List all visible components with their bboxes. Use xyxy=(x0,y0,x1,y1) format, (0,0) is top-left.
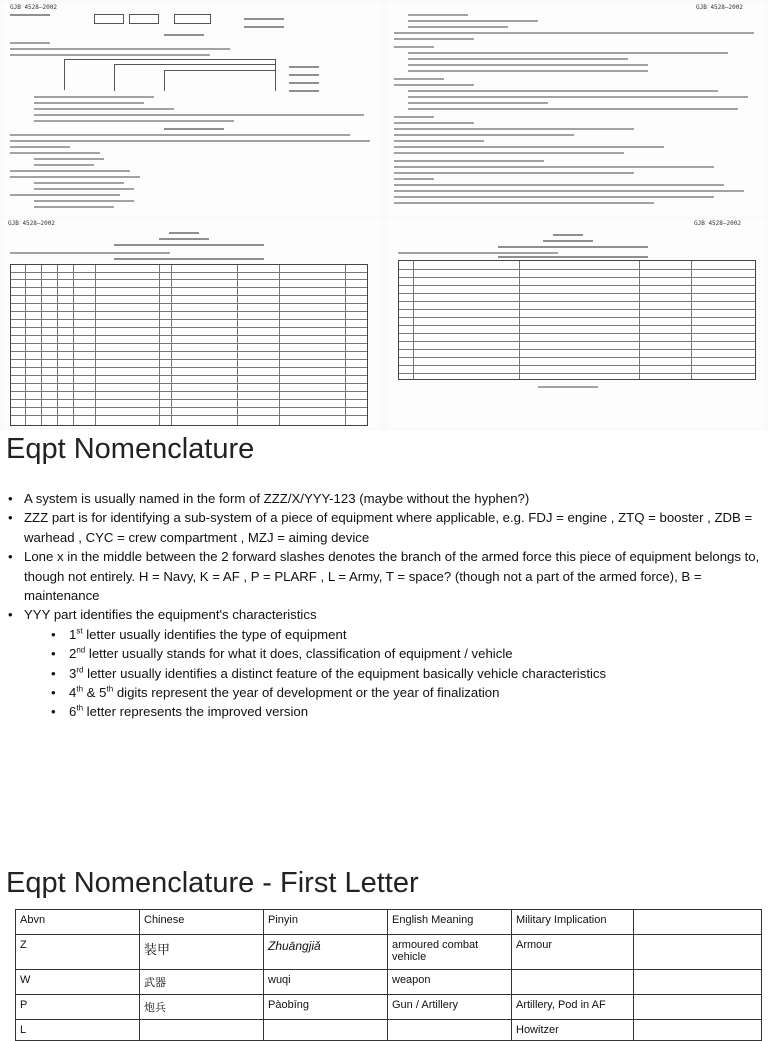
table-cell: 武器 xyxy=(140,970,264,995)
scan-text-line xyxy=(394,32,754,34)
scan-text-line xyxy=(408,70,648,72)
scan-text-line xyxy=(394,178,434,180)
scan-table-rule xyxy=(399,317,755,318)
table-cell xyxy=(388,1020,512,1041)
scan-text-line xyxy=(10,152,100,154)
scan-table-rule xyxy=(399,365,755,366)
scan-table-rule xyxy=(399,325,755,326)
scan-text-line xyxy=(394,196,714,198)
scan-text-line xyxy=(289,82,319,84)
table-cell: P xyxy=(16,995,140,1020)
scan-text-line xyxy=(34,108,174,110)
scan-text-line xyxy=(10,140,370,142)
bullet-text: YYY part identifies the equipment's characteristics xyxy=(24,607,317,623)
scan-text-line xyxy=(164,34,204,36)
scan-text-line xyxy=(169,232,199,234)
scan-table-rule xyxy=(11,391,367,392)
scan-text-line xyxy=(34,96,154,98)
scan-text-line xyxy=(498,246,648,248)
scan-table-rule xyxy=(11,383,367,384)
ordinal-suffix: th xyxy=(76,704,84,714)
scan-text-line xyxy=(394,128,634,130)
scan-table-rule xyxy=(11,359,367,360)
scan-table-rule xyxy=(399,309,755,310)
scan-table-rule xyxy=(11,272,367,273)
scan-text-line xyxy=(398,252,558,254)
sub-bullet-item xyxy=(24,702,762,721)
sub-bullet-item xyxy=(24,683,762,702)
sub-bullet-item xyxy=(24,625,762,644)
scan-table-rule xyxy=(399,269,755,270)
scan-table-rule xyxy=(279,265,280,425)
scan-table-rule xyxy=(11,303,367,304)
table-cell xyxy=(634,935,762,970)
scan-text-line xyxy=(10,146,70,148)
scan-table-rule xyxy=(11,319,367,320)
table-cell xyxy=(634,995,762,1020)
scan-text-line xyxy=(408,102,548,104)
ordinal: 1 xyxy=(69,626,77,642)
table-cell: 装甲 xyxy=(140,935,264,970)
scan-text-line xyxy=(34,206,114,208)
scan-text-line xyxy=(289,74,319,76)
scan-table-rule xyxy=(11,415,367,416)
table-cell: Howitzer xyxy=(512,1020,634,1041)
slide-title: Eqpt Nomenclature xyxy=(6,433,255,465)
bullet-list xyxy=(6,489,762,722)
bullet-item xyxy=(6,605,762,721)
table-cell: L xyxy=(16,1020,140,1041)
table-cell: Zhuāngjiǎ xyxy=(264,935,388,970)
table-cell: Pàobīng xyxy=(264,995,388,1020)
scan-text-line xyxy=(164,128,224,130)
scan-table-rule xyxy=(413,261,414,379)
scan-table-rule xyxy=(399,293,755,294)
table-cell xyxy=(264,1020,388,1041)
scan-table-rule xyxy=(399,285,755,286)
ordinal: 6 xyxy=(69,704,77,720)
scan-text-line xyxy=(408,96,748,98)
scan-text-line xyxy=(498,256,648,258)
scanned-document-collage xyxy=(0,0,768,430)
scan-text-line xyxy=(114,258,264,260)
scan-text-line xyxy=(34,182,124,184)
scan-text-line xyxy=(408,20,538,22)
scan-text-line xyxy=(10,48,230,50)
sub-bullet-text: letter usually stands for what it does, classification of equipment / vehicle xyxy=(85,646,513,662)
ordinal-suffix: nd xyxy=(76,645,86,655)
scan-text-line xyxy=(408,52,728,54)
bullet-item: • ZZZ part is for identifying a sub-system of a piece of equipment where applicable, e.g. FDJ = engine , ZTQ = booster , ZDB = warhead , CYC = crew compartment , MZJ = aiming device xyxy=(6,508,762,547)
scan-text-line xyxy=(408,90,718,92)
scan-std-code: GJB 4528—2002 xyxy=(696,4,743,11)
column-header: Chinese xyxy=(140,910,264,935)
scan-table-rule xyxy=(237,265,238,425)
scan-text-line xyxy=(289,90,319,92)
scan-table-rule xyxy=(399,341,755,342)
scan-table-rule xyxy=(399,349,755,350)
scan-text-line xyxy=(34,164,94,166)
ordinal: 2 xyxy=(69,646,77,662)
scan-text-line xyxy=(10,176,140,178)
scan-text-line xyxy=(394,166,714,168)
scan-text-line xyxy=(408,108,738,110)
scan-text-line xyxy=(394,38,474,40)
table-cell: Gun / Artillery xyxy=(388,995,512,1020)
scan-text-line xyxy=(34,188,134,190)
diagram-box xyxy=(94,14,124,24)
scan-text-line xyxy=(159,238,209,240)
scan-text-line xyxy=(10,54,210,56)
scan-text-line xyxy=(394,46,434,48)
scan-table-rule xyxy=(41,265,42,425)
ordinal: 4 xyxy=(69,685,77,701)
scan-text-line xyxy=(10,42,50,44)
ordinal: 3 xyxy=(69,665,77,681)
scan-table-rule xyxy=(57,265,58,425)
scan-text-line xyxy=(543,240,593,242)
column-header xyxy=(634,910,762,935)
scan-text-line xyxy=(394,146,664,148)
ordinal-suffix: st xyxy=(76,626,83,636)
scan-text-line xyxy=(408,64,648,66)
scan-table xyxy=(10,264,368,426)
scan-text-line xyxy=(394,152,624,154)
table-cell: wuqi xyxy=(264,970,388,995)
scan-std-code: GJB 4528—2002 xyxy=(694,220,741,227)
scan-text-line xyxy=(394,160,544,162)
bullet-item: • A system is usually named in the form of ZZZ/X/YYY-123 (maybe without the hyphen?) xyxy=(6,489,762,508)
scan-text-line xyxy=(34,114,364,116)
table-header-row xyxy=(16,910,762,935)
scan-text-line xyxy=(394,134,574,136)
scan-text-line xyxy=(244,26,284,28)
scan-text-line xyxy=(394,202,654,204)
scan-page-bottom-left xyxy=(4,220,380,428)
scan-table-rule xyxy=(11,407,367,408)
table-cell: Armour xyxy=(512,935,634,970)
scan-table-rule xyxy=(399,373,755,374)
scan-table-rule xyxy=(25,265,26,425)
scan-text-line xyxy=(394,84,474,86)
scan-text-line xyxy=(10,14,50,16)
scan-text-line xyxy=(34,200,134,202)
scan-text-line xyxy=(394,184,724,186)
column-header: Pinyin xyxy=(264,910,388,935)
sub-bullet-text: letter usually identifies a distinct feature of the equipment basically vehicle characteristics xyxy=(83,665,607,681)
scan-table-rule xyxy=(399,333,755,334)
column-header: English Meaning xyxy=(388,910,512,935)
first-letter-table xyxy=(15,909,762,1041)
scan-text-line xyxy=(408,26,508,28)
table-row xyxy=(16,1020,762,1041)
table-row xyxy=(16,995,762,1020)
scan-page-top-right xyxy=(388,4,764,216)
scan-table-rule xyxy=(73,265,74,425)
table-cell: Artillery, Pod in AF xyxy=(512,995,634,1020)
scan-text-line xyxy=(394,78,444,80)
scan-table-rule xyxy=(345,265,346,425)
column-header: Military Implication xyxy=(512,910,634,935)
scan-table-rule xyxy=(11,399,367,400)
scan-text-line xyxy=(289,66,319,68)
table-cell xyxy=(634,970,762,995)
scan-text-line xyxy=(244,18,284,20)
scan-text-line xyxy=(538,386,598,388)
sub-bullet-text: letter represents the improved version xyxy=(83,704,309,720)
sub-bullet-text: letter usually identifies the type of equipment xyxy=(82,626,347,642)
table-cell: weapon xyxy=(388,970,512,995)
table-cell xyxy=(512,970,634,995)
scan-text-line xyxy=(34,120,234,122)
table-cell: W xyxy=(16,970,140,995)
scan-text-line xyxy=(34,158,104,160)
ordinal-mid: & 5 xyxy=(83,685,107,701)
scan-table-rule xyxy=(11,343,367,344)
scan-table-rule xyxy=(399,301,755,302)
scan-page-bottom-right xyxy=(388,220,764,428)
column-header: Abvn xyxy=(16,910,140,935)
scan-table-rule xyxy=(691,261,692,379)
scan-table-rule xyxy=(639,261,640,379)
table-cell xyxy=(634,1020,762,1041)
table-cell: 炮兵 xyxy=(140,995,264,1020)
scan-table-rule xyxy=(159,265,160,425)
scan-text-line xyxy=(394,140,484,142)
scan-table-rule xyxy=(399,277,755,278)
scan-text-line xyxy=(394,116,434,118)
sub-bullet-item xyxy=(24,664,762,683)
diagram-bracket xyxy=(164,70,276,91)
scan-text-line xyxy=(10,252,170,254)
ordinal-suffix: th xyxy=(76,684,84,694)
scan-table-rule xyxy=(11,351,367,352)
scan-table-rule xyxy=(11,279,367,280)
ordinal-suffix: rd xyxy=(76,665,84,675)
scan-table-rule xyxy=(11,335,367,336)
scan-table-rule xyxy=(11,375,367,376)
sub-bullet-list xyxy=(24,625,762,722)
scan-std-code: GJB 4528—2002 xyxy=(10,4,57,11)
sub-bullet-item xyxy=(24,644,762,663)
scan-std-code: GJB 4528—2002 xyxy=(8,220,55,227)
scan-text-line xyxy=(10,134,350,136)
scan-text-line xyxy=(553,234,583,236)
scan-table-rule xyxy=(171,265,172,425)
scan-table xyxy=(398,260,756,380)
scan-text-line xyxy=(394,190,744,192)
scan-text-line xyxy=(394,122,474,124)
table-cell: Z xyxy=(16,935,140,970)
diagram-box xyxy=(174,14,211,24)
scan-table-rule xyxy=(11,287,367,288)
scan-table-rule xyxy=(95,265,96,425)
bullet-item: • Lone x in the middle between the 2 forward slashes denotes the branch of the armed force this piece of equipment belongs to, though not entirely. H = Navy, K = AF , P = PLARF , L = Army, T = space? (though not a part of the armed force), B = maintenance xyxy=(6,547,762,605)
scan-table-rule xyxy=(11,367,367,368)
table-cell xyxy=(140,1020,264,1041)
scan-text-line xyxy=(34,102,144,104)
scan-table-rule xyxy=(399,357,755,358)
slide-title: Eqpt Nomenclature - First Letter xyxy=(6,867,419,899)
ordinal-suffix: th xyxy=(106,684,114,694)
scan-table-rule xyxy=(11,311,367,312)
scan-table-rule xyxy=(11,295,367,296)
scan-text-line xyxy=(10,194,120,196)
scan-text-line xyxy=(10,170,130,172)
scan-text-line xyxy=(408,14,468,16)
table-row xyxy=(16,935,762,970)
scan-text-line xyxy=(114,244,264,246)
scan-text-line xyxy=(394,172,634,174)
scan-page-top-left xyxy=(4,4,380,216)
scan-table-rule xyxy=(519,261,520,379)
table-cell: armoured combat vehicle xyxy=(388,935,512,970)
table-row xyxy=(16,970,762,995)
scan-text-line xyxy=(408,58,628,60)
sub-bullet-text: digits represent the year of development or the year of finalization xyxy=(113,685,500,701)
scan-table-rule xyxy=(11,327,367,328)
diagram-box xyxy=(129,14,159,24)
